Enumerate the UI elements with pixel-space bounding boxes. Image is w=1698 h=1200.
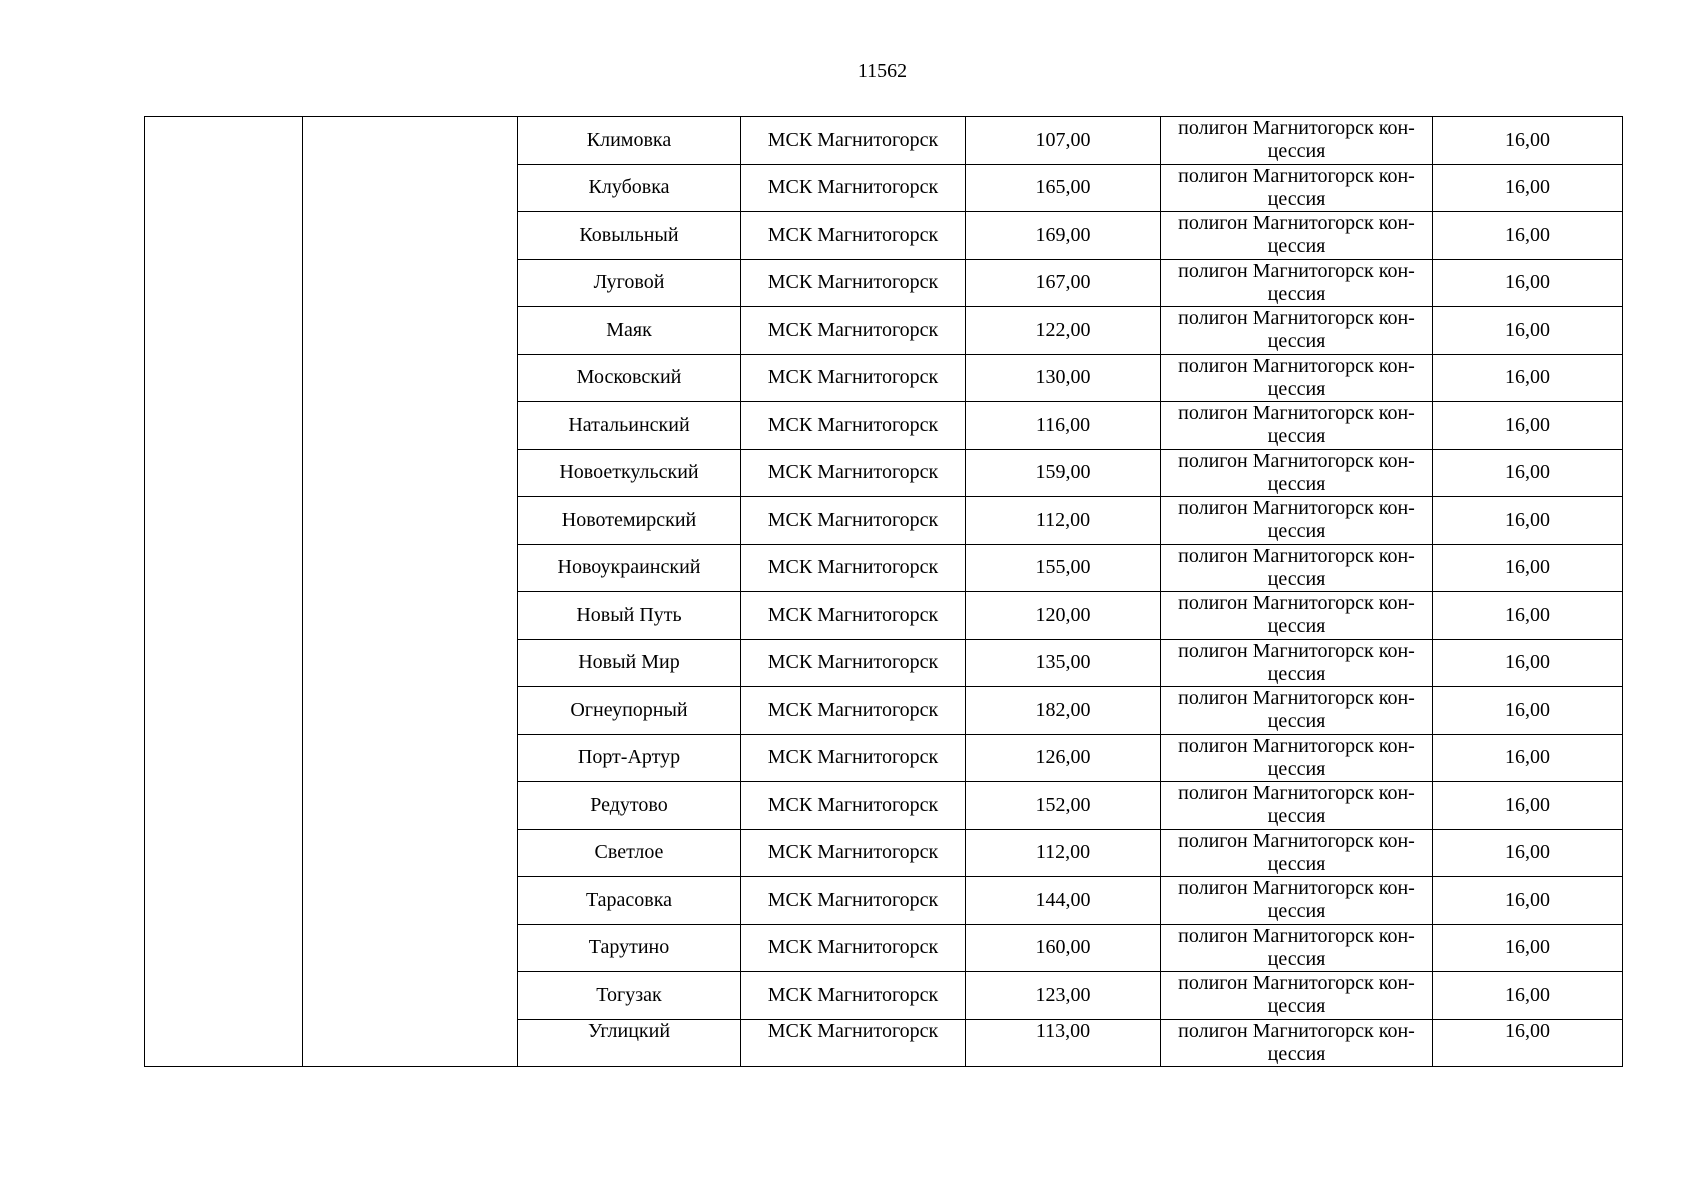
table-body [145, 117, 1623, 1067]
tariff-cell: 16,00 [1433, 829, 1623, 877]
facility-line-2: цессия [1267, 330, 1326, 353]
facility-cell [1161, 497, 1433, 545]
operator-cell: МСК Магнитогорск [741, 877, 966, 925]
tariff-cell: 16,00 [1433, 687, 1623, 735]
facility-line-1: полигон Магнитогорск кон- [1178, 544, 1415, 567]
tariff-cell: 16,00 [1433, 354, 1623, 402]
facility-cell [1161, 212, 1433, 260]
distance-cell: 123,00 [966, 972, 1161, 1020]
distance-cell: 155,00 [966, 544, 1161, 592]
facility-line-1: полигон Магнитогорск кон- [1178, 782, 1415, 805]
merged-cell-operator-zone [303, 117, 518, 1067]
distance-cell: 126,00 [966, 734, 1161, 782]
facility-line-1: полигон Магнитогорск кон- [1178, 402, 1415, 425]
distance-cell: 165,00 [966, 164, 1161, 212]
settlement-cell: Порт-Артур [518, 734, 741, 782]
operator-cell: МСК Магнитогорск [741, 972, 966, 1020]
settlement-cell: Луговой [518, 259, 741, 307]
facility-cell [1161, 877, 1433, 925]
facility-line-2: цессия [1267, 425, 1326, 448]
facility-line-2: цессия [1267, 805, 1326, 828]
tariff-cell: 16,00 [1433, 544, 1623, 592]
settlement-cell: Углицкий [518, 1019, 741, 1067]
facility-line-2: цессия [1267, 710, 1326, 733]
settlement-cell: Клубовка [518, 164, 741, 212]
facility-line-1: полигон Магнитогорск кон- [1178, 497, 1415, 520]
facility-line-2: цессия [1267, 1042, 1326, 1065]
facility-line-2: цессия [1267, 235, 1326, 258]
facility-cell [1161, 687, 1433, 735]
settlement-cell: Светлое [518, 829, 741, 877]
settlement-cell: Новый Путь [518, 592, 741, 640]
operator-cell: МСК Магнитогорск [741, 829, 966, 877]
operator-cell: МСК Магнитогорск [741, 212, 966, 260]
facility-line-1: полигон Магнитогорск кон- [1178, 687, 1415, 710]
operator-cell: МСК Магнитогорск [741, 117, 966, 165]
page-number: 11562 [857, 60, 908, 82]
operator-cell: МСК Магнитогорск [741, 782, 966, 830]
facility-cell [1161, 164, 1433, 212]
tariff-cell: 16,00 [1433, 259, 1623, 307]
facility-cell [1161, 354, 1433, 402]
facility-cell [1161, 924, 1433, 972]
facility-line-1: полигон Магнитогорск кон- [1178, 877, 1415, 900]
facility-cell [1161, 592, 1433, 640]
facility-line-1: полигон Магнитогорск кон- [1178, 639, 1415, 662]
facility-line-2: цессия [1267, 757, 1326, 780]
distance-cell: 182,00 [966, 687, 1161, 735]
facility-line-2: цессия [1267, 140, 1326, 163]
facility-line-1: полигон Магнитогорск кон- [1178, 972, 1415, 995]
settlement-cell: Новоеткульский [518, 449, 741, 497]
tariff-cell: 16,00 [1433, 972, 1623, 1020]
facility-cell [1161, 639, 1433, 687]
distance-cell: 159,00 [966, 449, 1161, 497]
tariff-cell: 16,00 [1433, 164, 1623, 212]
merged-cell-municipality [145, 117, 303, 1067]
distance-cell: 167,00 [966, 259, 1161, 307]
tariff-cell: 16,00 [1433, 592, 1623, 640]
distance-cell: 144,00 [966, 877, 1161, 925]
facility-line-1: полигон Магнитогорск кон- [1178, 1019, 1415, 1042]
facility-cell [1161, 449, 1433, 497]
settlement-cell: Тарасовка [518, 877, 741, 925]
operator-cell: МСК Магнитогорск [741, 687, 966, 735]
facility-cell [1161, 117, 1433, 165]
facility-cell [1161, 782, 1433, 830]
tariff-table [144, 116, 1623, 1067]
tariff-cell: 16,00 [1433, 497, 1623, 545]
distance-cell: 113,00 [966, 1019, 1161, 1067]
tariff-cell: 16,00 [1433, 402, 1623, 450]
facility-line-1: полигон Магнитогорск кон- [1178, 212, 1415, 235]
facility-line-2: цессия [1267, 852, 1326, 875]
facility-cell [1161, 972, 1433, 1020]
operator-cell: МСК Магнитогорск [741, 1019, 966, 1067]
tariff-cell: 16,00 [1433, 639, 1623, 687]
settlement-cell: Натальинский [518, 402, 741, 450]
facility-line-1: полигон Магнитогорск кон- [1178, 592, 1415, 615]
distance-cell: 169,00 [966, 212, 1161, 260]
settlement-cell: Московский [518, 354, 741, 402]
settlement-cell: Маяк [518, 307, 741, 355]
facility-cell [1161, 307, 1433, 355]
operator-cell: МСК Магнитогорск [741, 354, 966, 402]
facility-line-1: полигон Магнитогорск кон- [1178, 829, 1415, 852]
settlement-cell: Новоукраинский [518, 544, 741, 592]
distance-cell: 130,00 [966, 354, 1161, 402]
facility-line-1: полигон Магнитогорск кон- [1178, 259, 1415, 282]
facility-line-2: цессия [1267, 900, 1326, 923]
facility-line-2: цессия [1267, 995, 1326, 1018]
facility-line-2: цессия [1267, 662, 1326, 685]
facility-cell [1161, 259, 1433, 307]
tariff-cell: 16,00 [1433, 782, 1623, 830]
operator-cell: МСК Магнитогорск [741, 639, 966, 687]
settlement-cell: Тарутино [518, 924, 741, 972]
settlement-cell: Новотемирский [518, 497, 741, 545]
settlement-cell: Редутово [518, 782, 741, 830]
operator-cell: МСК Магнитогорск [741, 734, 966, 782]
settlement-cell: Тогузак [518, 972, 741, 1020]
distance-cell: 116,00 [966, 402, 1161, 450]
tariff-cell: 16,00 [1433, 1019, 1623, 1067]
distance-cell: 152,00 [966, 782, 1161, 830]
operator-cell: МСК Магнитогорск [741, 259, 966, 307]
tariff-cell: 16,00 [1433, 877, 1623, 925]
tariff-cell: 16,00 [1433, 212, 1623, 260]
facility-line-2: цессия [1267, 615, 1326, 638]
tariff-cell: 16,00 [1433, 117, 1623, 165]
operator-cell: МСК Магнитогорск [741, 307, 966, 355]
facility-line-1: полигон Магнитогорск кон- [1178, 117, 1415, 140]
operator-cell: МСК Магнитогорск [741, 924, 966, 972]
facility-line-1: полигон Магнитогорск кон- [1178, 734, 1415, 757]
facility-cell [1161, 734, 1433, 782]
facility-line-1: полигон Магнитогорск кон- [1178, 307, 1415, 330]
operator-cell: МСК Магнитогорск [741, 449, 966, 497]
facility-line-2: цессия [1267, 947, 1326, 970]
table-row [145, 117, 1623, 165]
operator-cell: МСК Магнитогорск [741, 402, 966, 450]
facility-line-2: цессия [1267, 282, 1326, 305]
facility-line-2: цессия [1267, 472, 1326, 495]
operator-cell: МСК Магнитогорск [741, 164, 966, 212]
distance-cell: 107,00 [966, 117, 1161, 165]
facility-cell [1161, 829, 1433, 877]
facility-line-1: полигон Магнитогорск кон- [1178, 924, 1415, 947]
facility-line-1: полигон Магнитогорск кон- [1178, 449, 1415, 472]
facility-line-2: цессия [1267, 520, 1326, 543]
operator-cell: МСК Магнитогорск [741, 497, 966, 545]
facility-cell [1161, 1019, 1433, 1067]
tariff-cell: 16,00 [1433, 307, 1623, 355]
facility-cell [1161, 544, 1433, 592]
tariff-cell: 16,00 [1433, 924, 1623, 972]
facility-line-1: полигон Магнитогорск кон- [1178, 164, 1415, 187]
distance-cell: 112,00 [966, 829, 1161, 877]
facility-cell [1161, 402, 1433, 450]
settlement-cell: Ковыльный [518, 212, 741, 260]
operator-cell: МСК Магнитогорск [741, 592, 966, 640]
settlement-cell: Климовка [518, 117, 741, 165]
settlement-cell: Огнеупорный [518, 687, 741, 735]
settlement-cell: Новый Мир [518, 639, 741, 687]
facility-line-2: цессия [1267, 567, 1326, 590]
tariff-cell: 16,00 [1433, 449, 1623, 497]
distance-cell: 120,00 [966, 592, 1161, 640]
distance-cell: 135,00 [966, 639, 1161, 687]
distance-cell: 160,00 [966, 924, 1161, 972]
operator-cell: МСК Магнитогорск [741, 544, 966, 592]
tariff-cell: 16,00 [1433, 734, 1623, 782]
facility-line-2: цессия [1267, 187, 1326, 210]
distance-cell: 122,00 [966, 307, 1161, 355]
facility-line-2: цессия [1267, 377, 1326, 400]
distance-cell: 112,00 [966, 497, 1161, 545]
facility-line-1: полигон Магнитогорск кон- [1178, 354, 1415, 377]
